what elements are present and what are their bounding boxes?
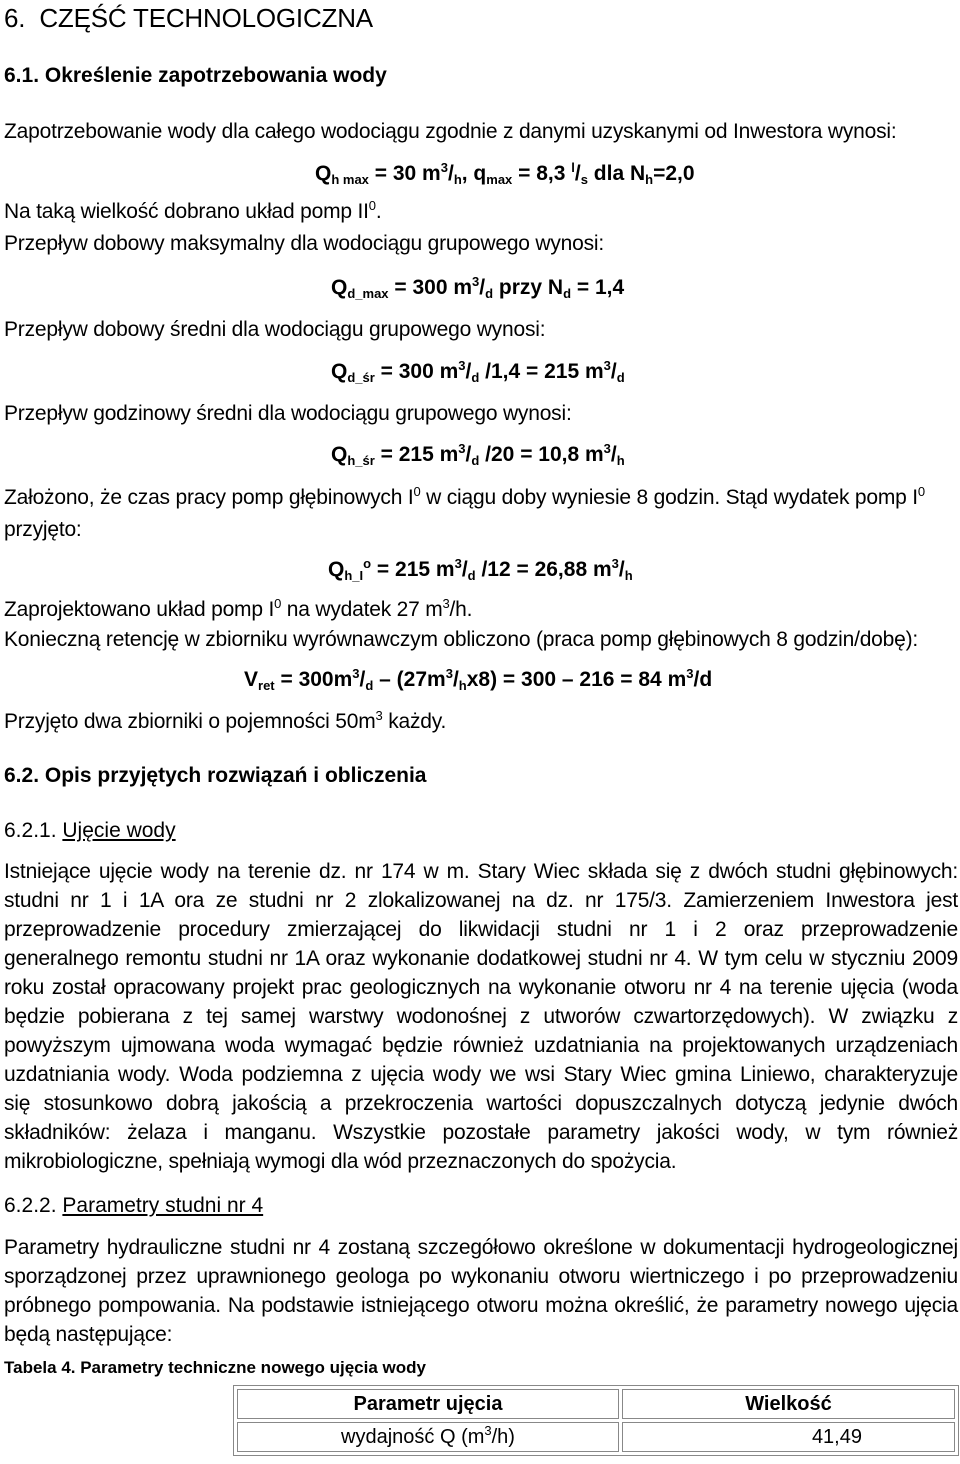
assumption-text: Założono, że czas pracy pomp głębinowych $I^0$ w ciągu doby wyniesie 8 godzin. Stąd wydatek pomp $I^0$ [4, 484, 925, 509]
paragraph-line: sporządzonej przez uprawnionego geologa po wykonaniu otworu wiertniczego i po przeprowadzeniu [4, 1265, 958, 1288]
table-header-parameter: Parametr ujęcia [237, 1389, 619, 1419]
daily-max-intro: Przepływ dobowy maksymalny dla wodociągu grupowego wynosi: [4, 232, 605, 255]
paragraph-line: mikrobiologiczne, spełniają wymogi dla wód przeznaczonych do spożycia. [4, 1150, 677, 1173]
paragraph-line: powyższym ujmowana woda wymagać będzie również uzdatniania na projektowanych urządzeniach [4, 1034, 958, 1057]
paragraph-line: będzie pobierana z tej samej warstwy wodonośnej z utworów czwartorzędowych). W związku z [4, 1005, 958, 1028]
paragraph-line: uzdatniania wody. Woda podziemna z ujęcia wody we wsi Stary Wiec gmina Liniewo, charakteryzuje [4, 1063, 958, 1086]
formula-q-hsr: $Q_{h\_śr} = 215$ $m^3/_d$ /20 = 10,8 $m^3/_h$ [331, 441, 625, 468]
formula-q-hmax: $Q_{h max} = 30$ $m^3/_h$, $q_{max} = 8,3$ $^l/_s$ dla $N_h=2,0$ [315, 160, 695, 187]
hourly-avg-intro: Przepływ godzinowy średni dla wodociągu grupowego wynosi: [4, 402, 572, 425]
formula-v-ret: $V_{ret} = 300m^3/_d - (27m^3/_hx8) = 300 - 216 = 84$ $m^3/d$ [244, 666, 713, 693]
paragraph-line: będą następujące: [4, 1323, 173, 1346]
tanks-text: Przyjęto dwa zbiorniki o pojemności $50m^3$ każdy. [4, 708, 447, 733]
table-cell-value: 41,49 [622, 1422, 955, 1452]
table-cell-parameter: wydajność Q $(m^3/h)$ [237, 1422, 619, 1452]
subsection-6-1-title: 6.1. Określenie zapotrzebowania wody [4, 64, 387, 87]
daily-avg-intro: Przepływ dobowy średni dla wodociągu grupowego wynosi: [4, 318, 546, 341]
intro-text: Zapotrzebowanie wody dla całego wodociągu zgodnie z danymi uzyskanymi od Inwestora wynosi: [4, 120, 897, 143]
section-title: 6. CZĘŚĆ TECHNOLOGICZNA [4, 3, 373, 33]
paragraph-line: roku został opracowany projekt prac geologicznych na wykonanie otworu nr 4 na terenie ujęcia (woda [4, 976, 958, 999]
assumption-text-cont: przyjęto: [4, 518, 82, 541]
subsection-6-2-2-title: 6.2.2. Parametry studni nr 4 [4, 1194, 264, 1217]
table-row [237, 1422, 955, 1452]
table-header-value: Wielkość [622, 1389, 955, 1419]
subsection-6-2-title: 6.2. Opis przyjętych rozwiązań i obliczenia [4, 764, 427, 787]
table-caption: Tabela 4. Parametry techniczne nowego ujęcia wody [4, 1358, 426, 1377]
paragraph-line: próbnego pompowania. Na podstawie istniejącego otworu można określić, że parametry nowego ujęcia [4, 1294, 958, 1317]
well-parameters-table [233, 1385, 959, 1456]
paragraph-line: przeprowadzenie procedury zmierzającej do likwidacji studni nr 1 i 2 oraz przeprowadzenie [4, 918, 958, 941]
formula-q-dmax: $Q_{d\_max} = 300$ $m^3/_d$ przy $N_d = 1,4$ [331, 274, 625, 301]
paragraph-line: generalnego remontu studni nr 1A oraz wykonanie dodatkowej studni nr 4. W tym celu w styczniu 2009 [4, 947, 958, 970]
formula-q-hI: $Q_{h\_I}^o = 215$ $m^3/_d$ /12 = 26,88 $m^3/_h$ [328, 556, 633, 583]
retention-text: Konieczną retencję w zbiorniku wyrównawczym obliczono (praca pomp głębinowych 8 godzin/dobę): [4, 628, 919, 651]
paragraph-line: składników: żelaza i manganu. Wszystkie pozostałe parametry jakości wody, w tym również [4, 1121, 958, 1144]
formula-q-dsr: $Q_{d\_śr} = 300$ $m^3/_d$ /1,4 = 215 $m^3/_d$ [331, 358, 625, 385]
table-header-row [237, 1389, 955, 1419]
pump-text: Na taką wielkość dobrano układ pomp $II^0$. [4, 198, 382, 223]
paragraph-line: Parametry hydrauliczne studni nr 4 zostaną szczegółowo określone w dokumentacji hydrogeologicznej [4, 1236, 958, 1259]
subsection-6-2-1-title: 6.2.1. Ujęcie wody [4, 819, 176, 842]
paragraph-line: studni nr 1 i 1A ora ze studni nr 2 zlokalizowanej na dz. nr 175/3. Zamierzeniem Inwestora jest [4, 889, 958, 912]
designed-text: Zaprojektowano układ pomp $I^0$ na wydatek 27 $m^3/h$. [4, 596, 473, 621]
paragraph-line: się stosunkowo dobrą jakością a przekroczenia wartości dopuszczalnych dotyczą jedynie dwóch [4, 1092, 958, 1115]
paragraph-line: Istniejące ujęcie wody na terenie dz. nr 174 w m. Stary Wiec składa się z dwóch studni głębinowych: [4, 860, 958, 883]
